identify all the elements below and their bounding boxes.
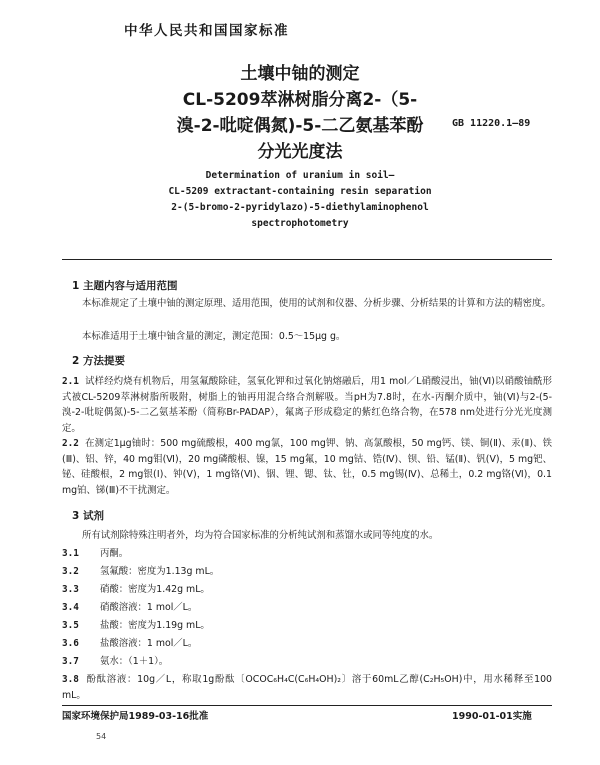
item-text: 丙酮。 (100, 548, 129, 559)
section-3-intro: 所有试剂除特殊注明者外，均为符合国家标准的分析纯试剂和蒸馏水或同等纯度的水。 (82, 530, 439, 541)
item-text: 酚酞溶液：10g／L，称取1g酚酞〔OCOC₆H₄C(C₆H₄OH)₂〕溶于60mL乙醇(C₂H₅OH)中，用水稀释至100 mL。 (62, 674, 552, 701)
item-number: 3.2 (62, 566, 79, 577)
reagent-item (62, 600, 552, 616)
reagent-item (62, 546, 552, 562)
item-number: 2.1 (62, 376, 79, 387)
top-divider (62, 259, 552, 260)
item-number: 3.4 (62, 602, 79, 613)
section-3-heading: 3 试剂 (72, 510, 104, 522)
reagent-item (62, 582, 552, 598)
title-cn-line3: 溴-2-吡啶偶氮)-5-二乙氨基苯酚 (176, 116, 424, 136)
item-text: 盐酸：密度为1.19g mL。 (100, 620, 210, 631)
item-text: 在测定1μg铀时：500 mg硫酸根，400 mg氯，100 mg钾、钠、高氯酸根，50 mg钙、镁、铜(Ⅱ)、汞(Ⅱ)、铁(Ⅲ)、铝、锌，40 mg钼(Ⅵ)，20 mg磷酸根、镍，15 mg氟，10 mg钴、锆(Ⅳ)、钡、铅、锰(Ⅱ)、钒(Ⅴ)，5 mg钯、铋、硅酸根，2 mg银(Ⅰ)、钟(Ⅴ)，1 mg铬(Ⅵ)、铟、锂、锶、钛、钍，0.5 mg锡(Ⅳ)、总稀土，0.2 mg铬(Ⅵ)，0.1 mg铂、锑(Ⅲ)不干扰测定。 (62, 438, 552, 496)
item-number: 3.6 (62, 638, 79, 649)
item-number: 3.8 (62, 674, 79, 685)
title-cn-line2: CL-5209萃淋树脂分离2-（5- (182, 90, 418, 110)
item-number: 3.5 (62, 620, 79, 631)
reagent-item (62, 654, 552, 670)
reagent-item (62, 636, 552, 652)
item-text: 硝酸溶液：1 mol／L。 (100, 602, 198, 613)
title-en-line2: CL-5209 extractant-containing resin separation (168, 186, 432, 197)
standard-publisher: 中华人民共和国国家标准 (124, 23, 289, 39)
reagent-item (62, 618, 552, 634)
item-number: 3.7 (62, 656, 79, 667)
section-1-paragraph-2: 本标准适用于土壤中铀含量的测定，测定范围：0.5～15μg g。 (82, 331, 346, 342)
item-text: 试样经灼烧有机物后，用氢氟酸除硅，氢氧化钾和过氧化钠熔融后，用1 mol／L硝酸浸出，铀(Ⅵ)以硝酸铀酰形式被CL-5209萃淋树脂所吸附，树脂上的铀再用混合络合剂解吸。当pH为7.8时，在水-丙酮介质中，铀(Ⅵ)与2-(5-溴-2-吡啶偶氮)-5-二乙氨基苯酚（简称Br-PADAP），氟离子形成稳定的紫红色络合物，在578 nm处进行分光光度测定。 (62, 376, 552, 434)
standard-number: GB 11220.1—89 (452, 118, 531, 129)
item-text: 氨水：（1＋1）。 (100, 656, 169, 667)
title-en-line1: Determination of uranium in soil— (205, 170, 395, 181)
section-1-paragraph-1: 本标准规定了土壤中铀的测定原理、适用范围，使用的试剂和仪器、分析步骤、分析结果的计算和方法的精密度。 (82, 298, 551, 309)
title-cn-line1: 土壤中铀的测定 (240, 64, 360, 84)
section-1-heading: 1 主题内容与适用范围 (72, 280, 178, 292)
section-2-heading: 2 方法提要 (72, 355, 125, 367)
item-number: 2.2 (62, 438, 79, 449)
section-2-item-2 (62, 436, 552, 498)
page-number: 54 (96, 732, 107, 741)
item-text: 氢氟酸：密度为1.13g mL。 (100, 566, 220, 577)
effective-date: 1990-01-01实施 (452, 711, 532, 722)
item-number: 3.1 (62, 548, 79, 559)
item-number: 3.3 (62, 584, 79, 595)
approval-date: 国家环境保护局1989-03-16批准 (62, 711, 209, 722)
reagent-item (62, 564, 552, 580)
footer-divider (62, 705, 552, 706)
item-text: 盐酸溶液：1 mol／L。 (100, 638, 198, 649)
title-cn-line4: 分光光度法 (257, 142, 343, 162)
reagent-item-3-8 (62, 672, 552, 703)
section-2-item-1 (62, 374, 552, 436)
title-en-line4: spectrophotometry (251, 218, 349, 229)
title-en-line3: 2-(5-bromo-2-pyridylazo)-5-diethylaminophenol (171, 202, 429, 213)
item-text: 硝酸：密度为1.42g mL。 (100, 584, 210, 595)
